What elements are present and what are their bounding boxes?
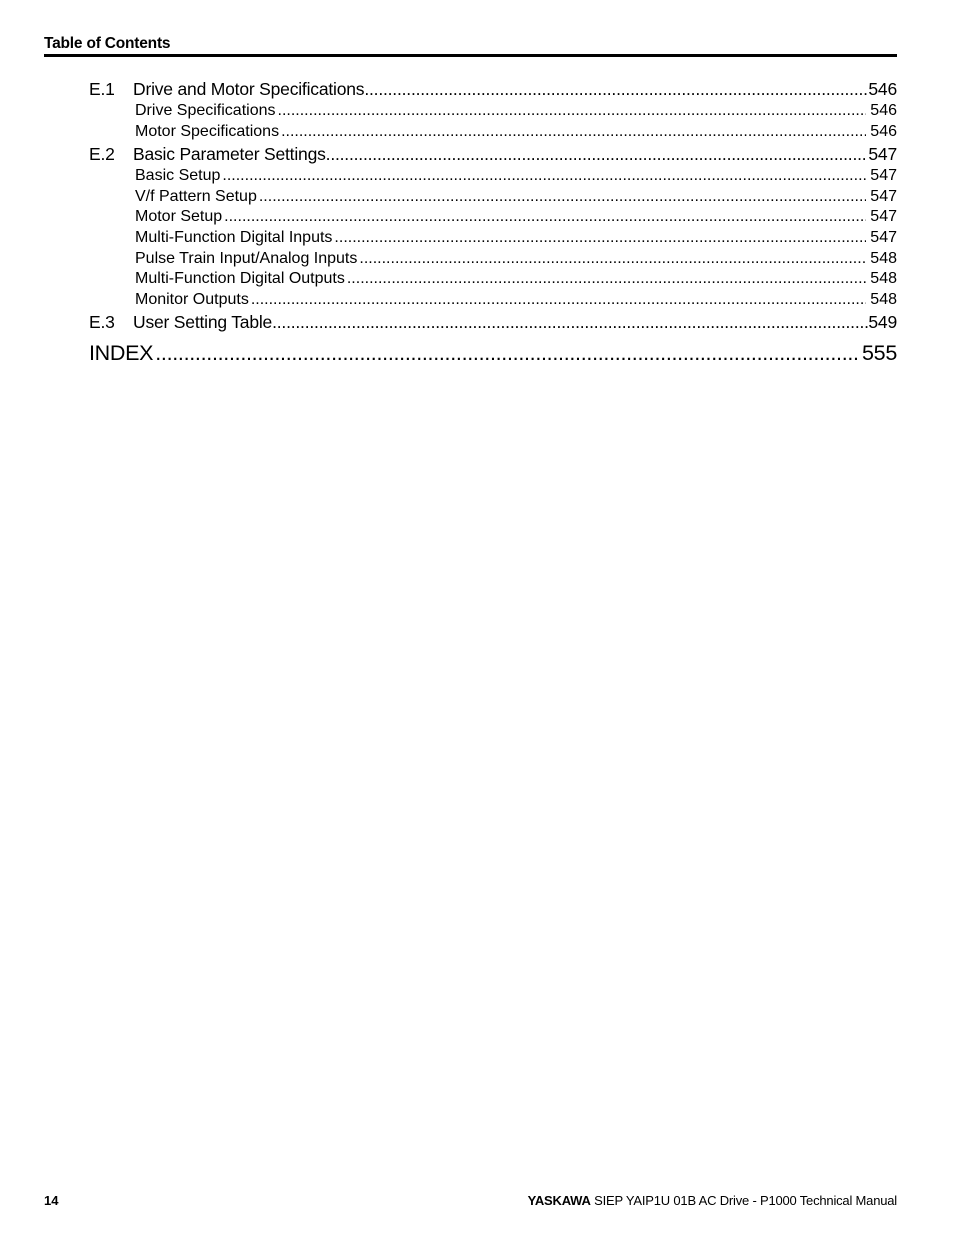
item-page: 546 (870, 122, 897, 140)
item-page: 547 (870, 187, 897, 205)
table-of-contents (89, 77, 897, 368)
toc-section-e3[interactable] (89, 310, 897, 334)
footer-page-number: 14 (44, 1193, 59, 1208)
toc-index-entry[interactable] (89, 338, 897, 368)
dot-leader (222, 166, 866, 187)
dot-leader (281, 122, 866, 143)
section-number: E.3 (89, 312, 115, 333)
item-page: 547 (870, 208, 897, 226)
item-page: 547 (870, 167, 897, 185)
header-rule (44, 54, 897, 57)
dot-leader (155, 338, 858, 368)
section-number: E.1 (89, 79, 115, 99)
dot-leader (347, 269, 866, 290)
index-page: 555 (862, 341, 897, 366)
section-number: E.2 (89, 144, 115, 165)
dot-leader (326, 142, 869, 166)
toc-item-multi-function-digital-inputs[interactable] (89, 228, 897, 249)
item-title: Basic Setup (135, 167, 221, 185)
item-page: 548 (870, 249, 897, 267)
toc-item-motor-setup[interactable] (89, 207, 897, 228)
dot-leader (364, 77, 868, 101)
toc-item-multi-function-digital-outputs[interactable] (89, 269, 897, 290)
item-title: Multi-Function Digital Outputs (135, 270, 345, 288)
footer-brand: YASKAWA (527, 1193, 591, 1208)
toc-item-monitor-outputs[interactable] (89, 290, 897, 311)
toc-section-e2[interactable] (89, 142, 897, 166)
toc-item-drive-specifications[interactable] (89, 101, 897, 122)
dot-leader (334, 228, 866, 249)
item-title: Motor Specifications (135, 122, 280, 140)
item-title: Pulse Train Input/Analog Inputs (135, 249, 358, 267)
running-head: Table of Contents (44, 35, 171, 52)
section-page: 546 (868, 79, 897, 99)
item-page: 547 (870, 228, 897, 246)
toc-section-e1[interactable] (89, 77, 897, 101)
item-title: Motor Setup (135, 208, 223, 226)
toc-item-motor-specifications[interactable] (89, 122, 897, 143)
dot-leader (272, 310, 868, 334)
toc-item-vf-pattern-setup[interactable] (89, 187, 897, 208)
dot-leader (224, 207, 866, 228)
footer-manual-name: SIEP YAIP1U 01B AC Drive - P1000 Technical Manual (594, 1193, 897, 1208)
item-page: 548 (870, 290, 897, 308)
section-page: 549 (868, 312, 897, 333)
dot-leader (251, 290, 866, 311)
dot-leader (259, 187, 866, 208)
dot-leader (359, 249, 866, 270)
footer-manual-title (528, 1193, 897, 1208)
item-title: V/f Pattern Setup (135, 187, 257, 205)
section-title: Basic Parameter Settings (133, 144, 326, 165)
item-title: Monitor Outputs (135, 290, 249, 308)
dot-leader (278, 101, 867, 122)
section-page: 547 (868, 144, 897, 165)
toc-item-basic-setup[interactable] (89, 166, 897, 187)
section-title: Drive and Motor Specifications (133, 79, 365, 99)
item-page: 546 (870, 102, 897, 119)
section-title: User Setting Table (133, 312, 273, 333)
item-title: Multi-Function Digital Inputs (135, 228, 333, 246)
index-title: INDEX (89, 341, 154, 366)
toc-item-pulse-train-input-analog-inputs[interactable] (89, 249, 897, 270)
item-page: 548 (870, 270, 897, 288)
item-title: Drive Specifications (135, 102, 276, 119)
